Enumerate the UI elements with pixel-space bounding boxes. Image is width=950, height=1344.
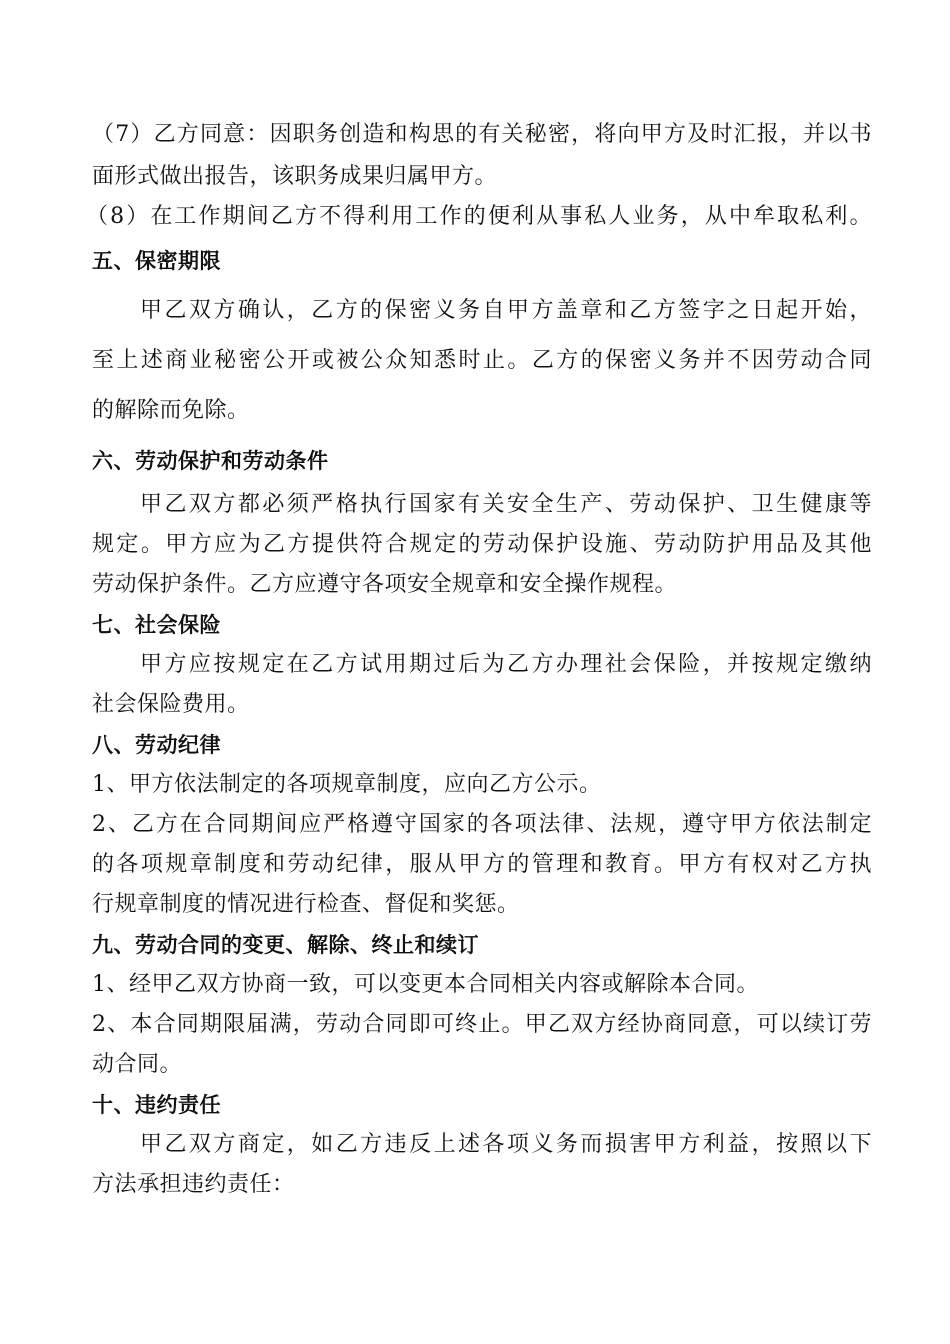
paragraph-line: 社会保险费用。 [92,692,250,717]
section-heading-5: 五、保密期限 [92,249,221,273]
paragraph-line: 至上述商业秘密公开或被公众知悉时止。乙方的保密义务并不因劳动合同 [92,348,872,373]
paragraph-line: 劳动保护条件。乙方应遵守各项安全规章和安全操作规程。 [92,572,678,597]
section-heading-9: 九、劳动合同的变更、解除、终止和续订 [92,933,479,957]
section-heading-7: 七、社会保险 [92,613,221,637]
paragraph-line: 甲乙双方确认，乙方的保密义务自甲方盖章和乙方签字之日起开始， [140,298,872,323]
list-item: 2、本合同期限届满，劳动合同即可终止。甲乙双方经协商同意，可以续订劳 [92,1012,872,1037]
paragraph-line: （7）乙方同意：因职务创造和构思的有关秘密，将向甲方及时汇报，并以书 [92,122,872,147]
list-item: 2、乙方在合同期间应严格遵守国家的各项法律、法规，遵守甲方依法制定 [92,812,872,837]
paragraph-line: 面形式做出报告，该职务成果归属甲方。 [92,164,498,189]
paragraph-line: 的各项规章制度和劳动纪律，服从甲方的管理和教育。甲方有权对乙方执 [92,852,872,877]
section-heading-10: 十、违约责任 [92,1093,221,1117]
list-item: 1、经甲乙双方协商一致，可以变更本合同相关内容或解除本合同。 [92,972,759,997]
paragraph-line: 甲方应按规定在乙方试用期过后为乙方办理社会保险，并按规定缴纳 [140,652,872,677]
paragraph-line: 动合同。 [92,1052,183,1077]
paragraph-line: 方法承担违约责任： [92,1172,295,1197]
section-heading-8: 八、劳动纪律 [92,733,221,757]
paragraph-line: 的解除而免除。 [92,398,250,423]
paragraph-line: 甲乙双方商定，如乙方违反上述各项义务而损害甲方利益，按照以下 [140,1132,872,1157]
paragraph-line: 行规章制度的情况进行检查、督促和奖惩。 [92,892,520,917]
paragraph-line: （8）在工作期间乙方不得利用工作的便利从事私人业务，从中牟取私利。 [86,204,872,229]
paragraph-line: 规定。甲方应为乙方提供符合规定的劳动保护设施、劳动防护用品及其他 [92,532,872,557]
paragraph-line: 甲乙双方都必须严格执行国家有关安全生产、劳动保护、卫生健康等 [140,492,872,517]
section-heading-6: 六、劳动保护和劳动条件 [92,449,329,473]
list-item: 1、甲方依法制定的各项规章制度，应向乙方公示。 [92,772,602,797]
